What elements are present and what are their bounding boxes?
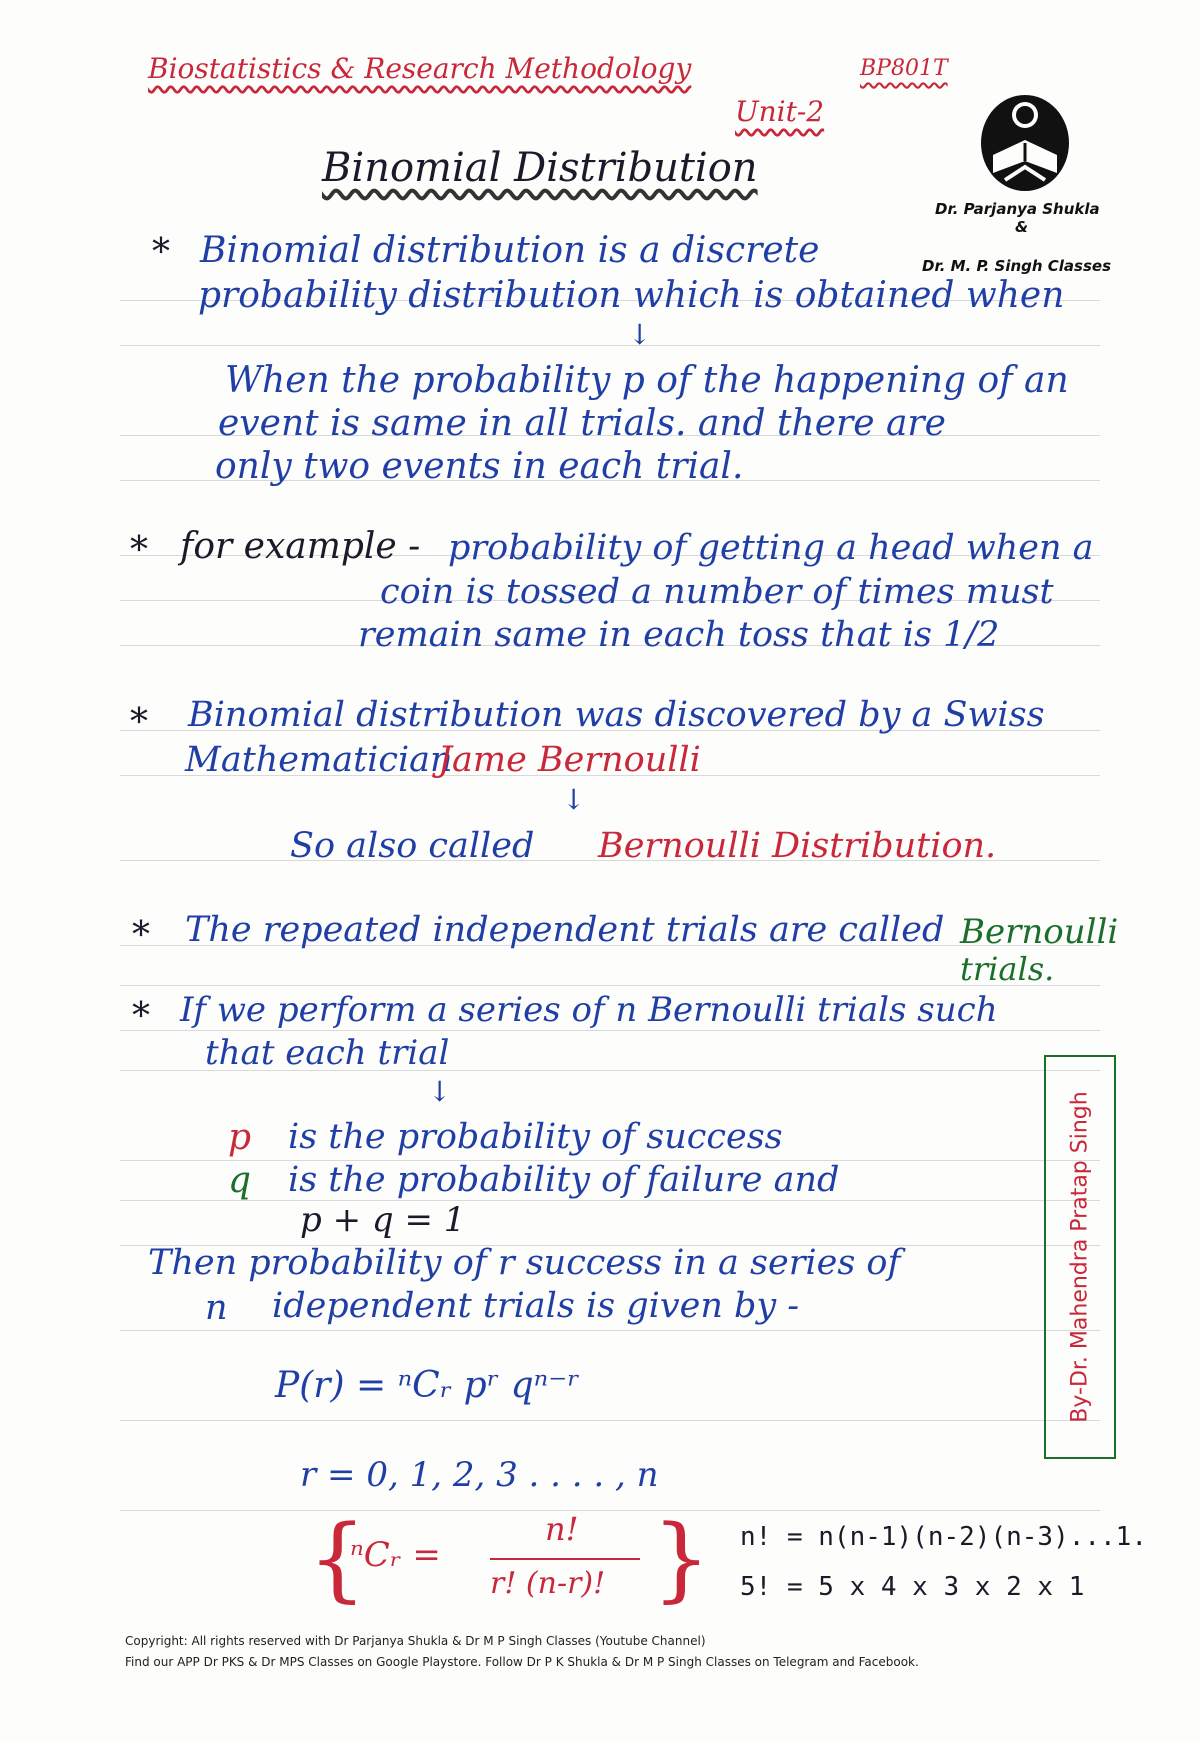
p1-line1: Binomial distribution is a discrete — [200, 230, 820, 271]
p3-bernoulli-name: Jame Bernoulli — [438, 740, 701, 780]
p1-line2: probability distribution which is obtained when — [198, 275, 1065, 316]
side-credit-box — [1044, 1055, 1116, 1459]
footer-app-info: Find our APP Dr PKS & Dr MPS Classes on Google Playstore. Follow Dr P K Shukla & Dr M P Singh Classes on Telegram and Facebook. — [125, 1655, 919, 1669]
right-brace: } — [652, 1505, 711, 1612]
formula-ncr-lhs: ⁿCᵣ = — [350, 1535, 441, 1575]
classes-logo-icon — [975, 85, 1075, 195]
bullet: * — [152, 232, 170, 273]
p5-then2: idependent trials is given by - — [272, 1286, 800, 1326]
p5-line1: If we perform a series of n Bernoulli trials such — [180, 990, 998, 1030]
p3-also-name: Bernoulli Distribution. — [598, 826, 997, 866]
bullet: * — [130, 530, 148, 571]
arrow-down-icon: ↓ — [428, 1075, 452, 1108]
formula-r-range: r = 0, 1, 2, 3 . . . . , n — [300, 1455, 659, 1495]
p3-line1: Binomial distribution was discovered by a Swiss — [188, 695, 1045, 735]
logo-name-1: Dr. Parjanya Shukla — [935, 200, 1100, 218]
ruled-line — [120, 345, 1100, 346]
p5-p-text: is the probability of success — [288, 1117, 783, 1157]
q-symbol: q — [228, 1160, 252, 1201]
logo-name-2: Dr. M. P. Singh Classes — [922, 257, 1112, 275]
ruled-line — [120, 1030, 1100, 1031]
p3-also-prefix: So also called — [290, 826, 535, 866]
unit-label: Unit-2 — [735, 95, 825, 128]
ruled-line — [120, 985, 1100, 986]
p2-line3: remain same in each toss that is 1/2 — [358, 615, 1000, 655]
logo-amp: & — [1015, 218, 1029, 236]
formula-fact1: n! = n(n-1)(n-2)(n-3)...1. — [740, 1522, 1147, 1552]
bullet: * — [130, 702, 148, 743]
ruled-line — [120, 1330, 1100, 1331]
ruled-line — [120, 1510, 1100, 1511]
bullet: * — [132, 996, 150, 1037]
p-symbol: p — [228, 1117, 252, 1158]
p4-green-2: trials. — [960, 950, 1055, 988]
left-brace: { — [308, 1505, 367, 1612]
fraction-bar — [490, 1558, 640, 1560]
course-title: Biostatistics & Research Methodology — [148, 52, 692, 85]
formula-pr: P(r) = ⁿCᵣ pʳ qⁿ⁻ʳ — [275, 1365, 580, 1406]
arrow-down-icon: ↓ — [628, 318, 652, 351]
p1-sub3: only two events in each trial. — [215, 446, 744, 487]
ruled-line — [120, 1200, 1100, 1201]
formula-ncr-den: r! (n-r)! — [490, 1566, 606, 1601]
course-code: BP801T — [860, 56, 948, 81]
p5-q-text: is the probability of failure and — [288, 1160, 840, 1200]
arrow-down-icon: ↓ — [562, 783, 586, 816]
formula-ncr-num: n! — [545, 1510, 579, 1548]
side-credit: By-Dr. Mahendra Pratap Singh — [1067, 1091, 1093, 1423]
bullet: * — [132, 915, 150, 956]
p2-line1: probability of getting a head when a — [448, 528, 1094, 568]
p2-line2: coin is tossed a number of times must — [380, 572, 1054, 612]
p4-line1: The repeated independent trials are called — [185, 910, 945, 950]
p5-sum: p + q = 1 — [300, 1200, 466, 1240]
p1-sub2: event is same in all trials. and there are — [218, 403, 946, 444]
p5-line2: that each trial — [205, 1033, 450, 1073]
p5-then2-n: n — [205, 1288, 228, 1328]
p2-lead: for example - — [180, 526, 421, 567]
page-title: Binomial Distribution — [322, 145, 758, 191]
footer-copyright: Copyright: All rights reserved with Dr Parjanya Shukla & Dr M P Singh Classes (Youtube Channel) — [125, 1634, 706, 1648]
p5-then1: Then probability of r success in a series of — [148, 1243, 901, 1283]
p1-sub1: When the probability p of the happening of an — [225, 360, 1069, 401]
formula-fact2: 5! = 5 x 4 x 3 x 2 x 1 — [740, 1572, 1085, 1602]
p4-green-1: Bernoulli — [960, 912, 1119, 952]
ruled-line — [120, 1420, 1100, 1421]
p3-line2-prefix: Mathematician — [185, 740, 453, 780]
